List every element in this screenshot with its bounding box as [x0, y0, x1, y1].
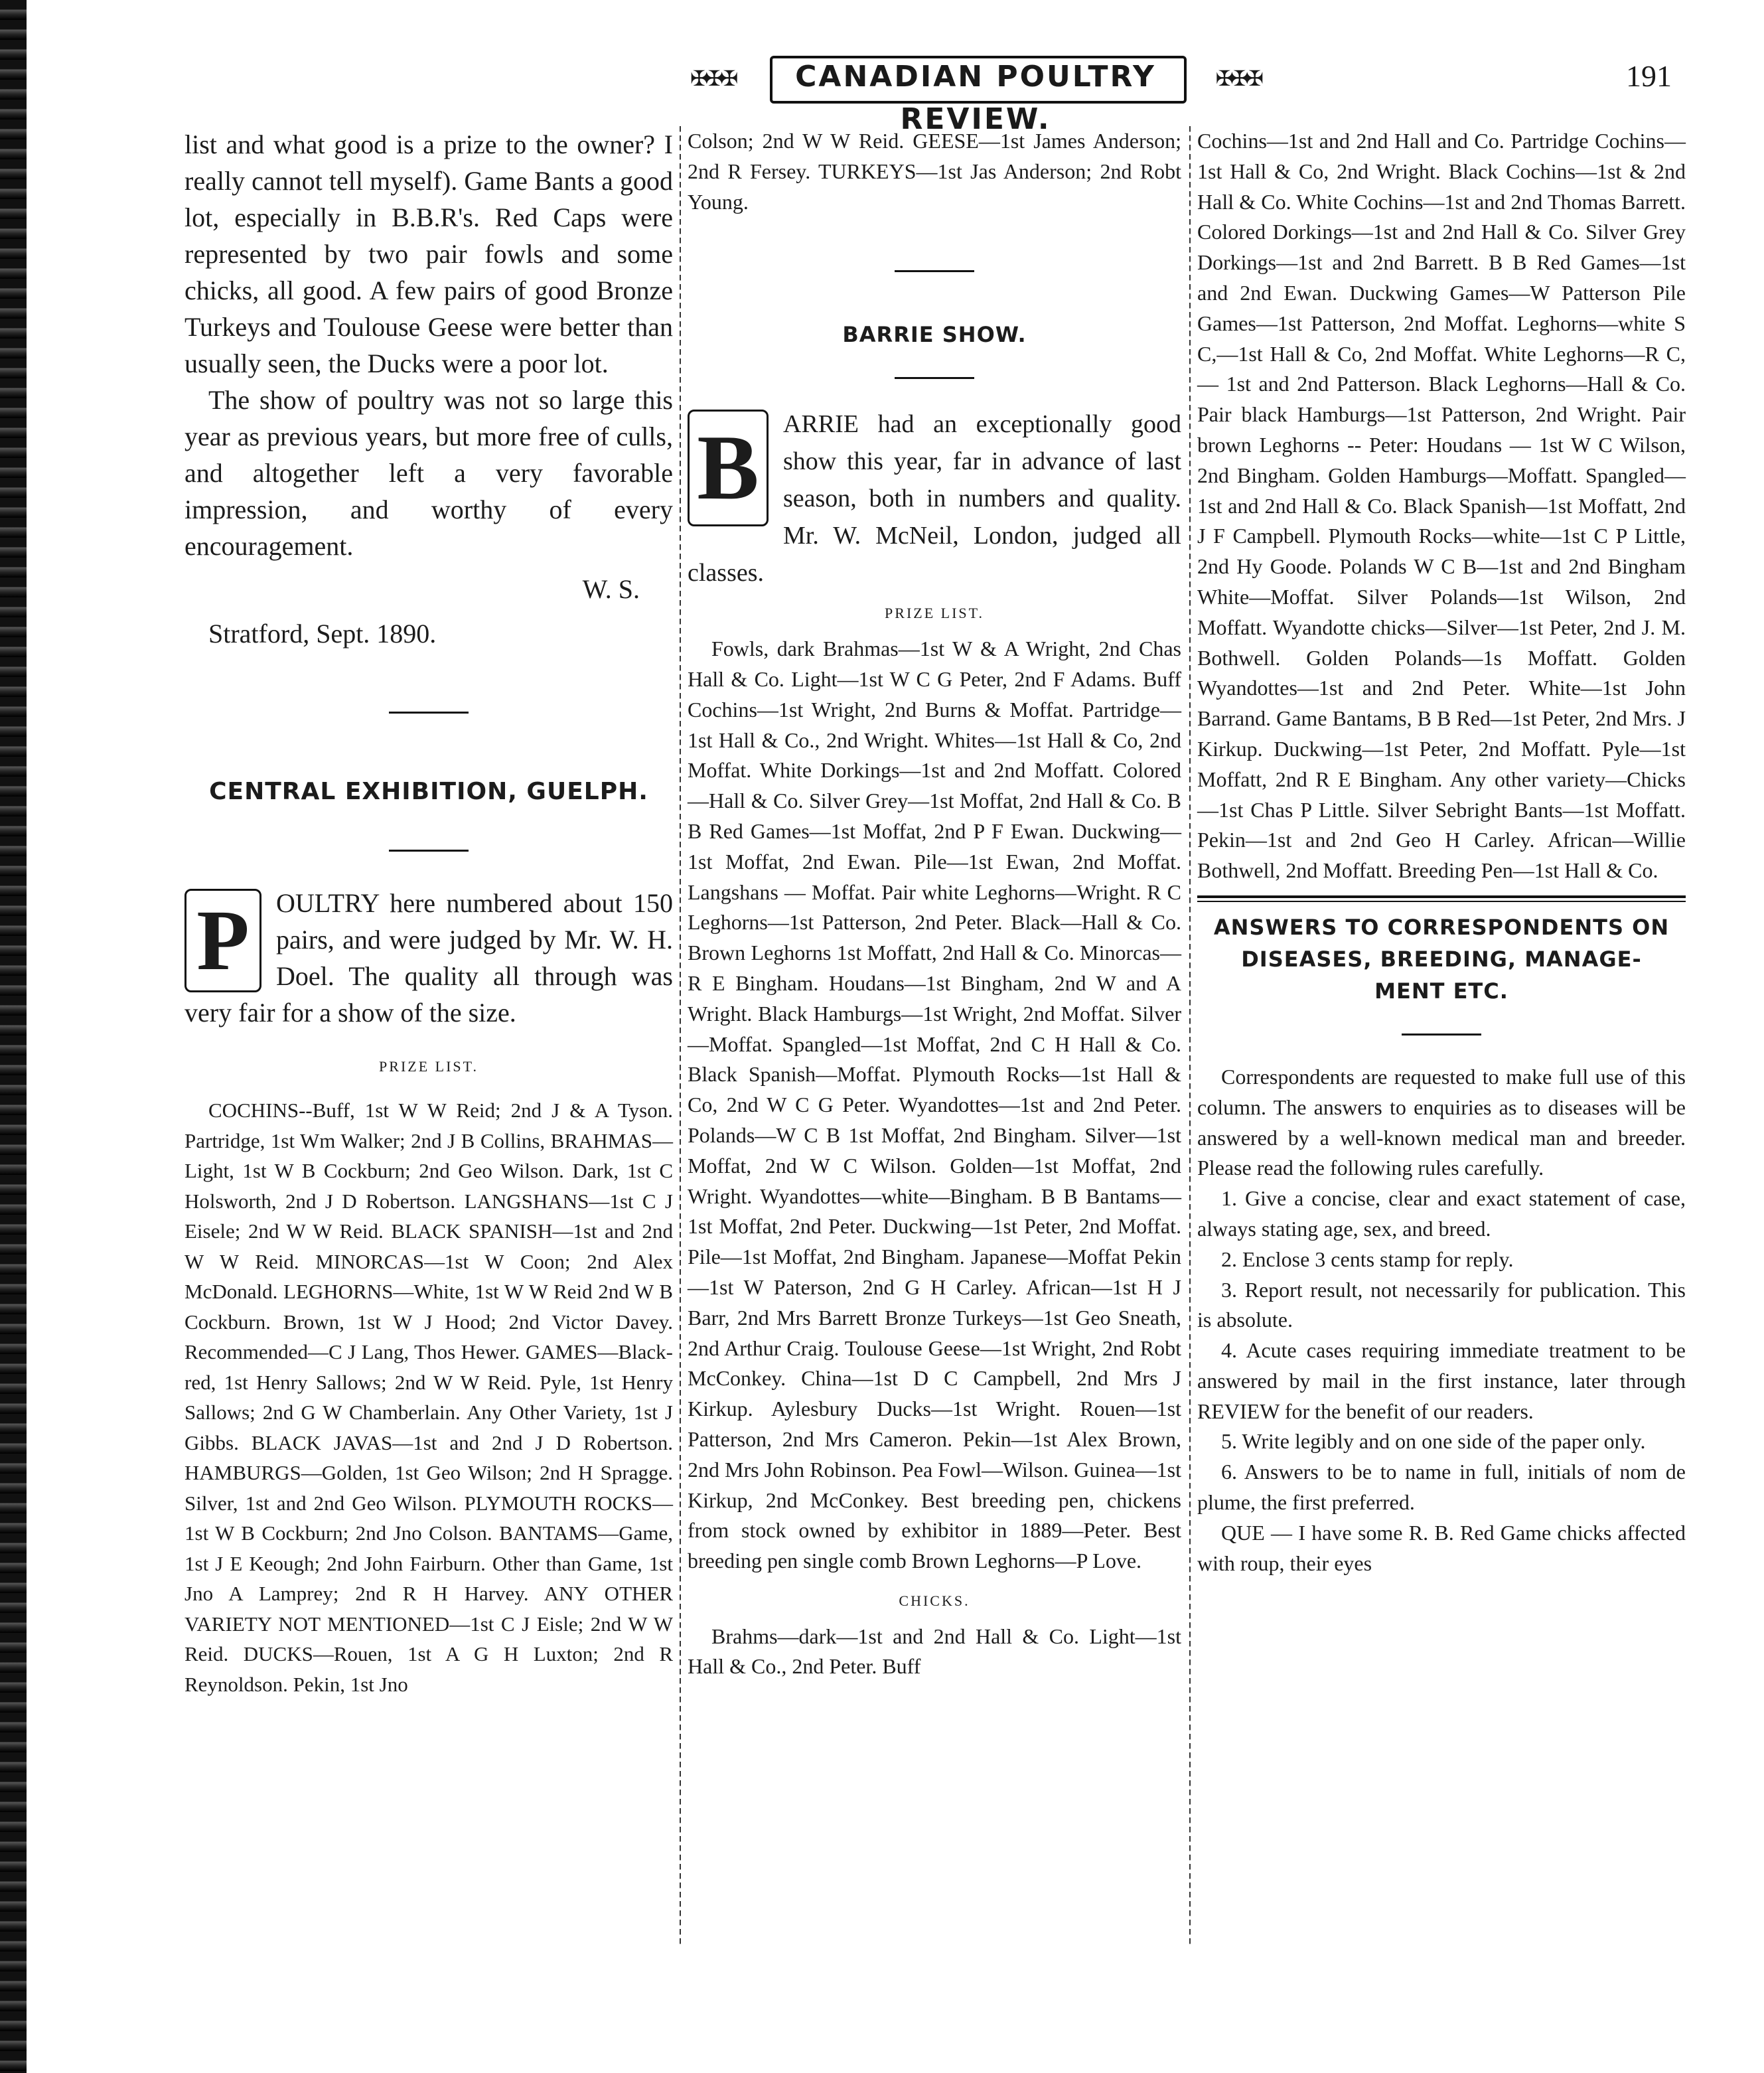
answers-heading-line-3: MENT ETC.: [1374, 978, 1508, 1004]
barrie-heading: BARRIE SHOW.: [842, 322, 1027, 348]
rule-6: 6. Answers to be to name in full, initials of nom de plume, the first preferred.: [1197, 1460, 1686, 1515]
guelph-prize-list-heading: PRIZE LIST.: [379, 1058, 478, 1075]
masthead-ornament-left: ✠✠✠: [690, 66, 736, 91]
stratford-report-end: list and what good is a prize to the owner? I really cannot tell myself). Game Bants a good lot, especially in B.B.R's. Red Caps were represented by two pair fowls and some chicks, all good. A few pairs of good Bronze Turkeys and Toulouse Geese were better than usually seen, the Ducks were a poor lot.: [184, 129, 673, 378]
question: QUE — I have some R. B. Red Game chicks affected with roup, their eyes: [1197, 1520, 1686, 1575]
column-2: [688, 126, 1181, 1682]
masthead-title: CANADIAN POULTRY REVIEW.: [795, 60, 1156, 136]
dateline: Stratford, Sept. 1890.: [208, 619, 437, 649]
stratford-summary: The show of poultry was not so large this year as previous years, but more free of culls, and altogether left a very favorable impression, and worthy of every encouragement.: [184, 385, 673, 561]
masthead: [690, 46, 1261, 136]
chicks-prize-list: Brahms—dark—1st and 2nd Hall & Co. Light—1st Hall & Co., 2nd Peter. Buff: [688, 1624, 1181, 1679]
guelph-intro: OULTRY here numbered about 150 pairs, and were judged by Mr. W. H. Doel. The quality all through was very fair for a show of the size.: [184, 888, 673, 1028]
page-number: 191: [1626, 59, 1672, 93]
barrie-prize-list-heading: PRIZE LIST.: [885, 605, 984, 622]
double-rule: [1197, 895, 1686, 902]
column-separator-right: [1189, 126, 1191, 1945]
masthead-ornament-right: ✠✠✠: [1215, 66, 1261, 91]
chicks-prize-list-continued: Cochins—1st and 2nd Hall and Co. Partridge Cochins—1st Hall & Co, 2nd Wright. Black Cochins—1st & 2nd Hall & Co. White Cochins—1st and 2nd Thomas Barrett. Colored Dorkings—1st and 2nd Hall & Co. Silver Grey Dorkings—1st and 2nd Barrett. B B Red Games—1st and 2nd Ewan. Duckwing Games—W Patterson Pile Games—1st Patterson, 2nd Moffat. Leghorns—white S C,—1st Hall & Co, 2nd Moffat. White Leghorns—R C,— 1st and 2nd Patterson. Black Leghorns—Hall & Co. Pair black Hamburgs—1st Patterson, 2nd Wright. Pair brown Leghorns -- Peter: Houdans — 1st W C Wilson, 2nd Bingham. Golden Hamburgs—Moffatt. Spangled—1st and 2nd Hall & Co. Black Spanish—1st Moffatt, 2nd J F Campbell. Plymouth Rocks—white—1st C P Little, 2nd Hy Goode. Polands W C B—1st and 2nd Bingham White—Moffat. Silver Polands—1st Wilson, 2nd Moffatt. Wyandotte chicks—Silver—1st Peter, 2nd J. M. Bothwell. Golden Polands—1s Moffatt. Golden Wyandottes—1st and 2nd Peter. White—1st John Barrand. Game Bantams, B B Red—1st Peter, 2nd Mrs. J Kirkup. Duckwing—1st Peter, 2nd Moffatt. Pyle—1st Moffatt, 2nd R E Bingham. Any other variety—Chicks—1st Chas P Little. Silver Sebright Bants—1st Moffatt. Pekin—1st and 2nd Geo H Carley. African—Willie Bothwell, 2nd Moffatt. Breeding Pen—1st Hall & Co.: [1197, 129, 1686, 883]
barrie-prize-list: Fowls, dark Brahmas—1st W & A Wright, 2nd Chas Hall & Co. Light—1st W C G Peter, 2nd F Adams. Buff Cochins—1st Wright, 2nd Burns & Moffat. Partridge—1st Hall & Co., 2nd Wright. Whites—1st Hall & Co, 2nd Moffat. White Dorkings—1st and 2nd Moffatt. Colored—Hall & Co. Silver Grey—1st Moffat, 2nd Hall & Co. B B Red Games—1st Moffat, 2nd P F Ewan. Duckwing—1st Moffat, 2nd Ewan. Pile—1st Ewan, 2nd Moffat. Langshans — Moffat. Pair white Leghorns—Wright. R C Leghorns—1st Patterson, 2nd Peter. Black—Hall & Co. Brown Leghorns 1st Moffatt, 2nd Hall & Co. Minorcas—R E Bingham. Houdans—1st Bingham, 2nd W and A Wright. Black Hamburgs—1st Wright, 2nd Moffat. Silver—Moffat. Spangled—1st Moffat, 2nd C H Hall & Co. Black Spanish—Moffat. Plymouth Rocks—1st Hall & Co, 2nd W C G Peter. Wyandottes—1st and 2nd Peter. Polands—W C B 1st Moffat, 2nd Bingham. Silver—1st Moffat, 2nd W C Wilson. Golden—1st Moffat, 2nd Wright. Wyandottes—white—Bingham. B B Bantams—1st Moffat, 2nd Peter. Duckwing—1st Peter, 2nd Moffat. Pile—1st Moffat, 2nd Bingham. Japanese—Moffat Pekin—1st W Paterson, 2nd G H Carley. African—1st H J Barr, 2nd Mrs Barrett Bronze Turkeys—1st Geo Sneath, 2nd Arthur Craig. Toulouse Geese—1st Wright, 2nd Robt McConkey. China—1st D C Campbell, 2nd Mrs J Kirkup. Aylesbury Ducks—1st Wright. Rouen—1st Patterson, 2nd Mrs Cameron. Pekin—1st Alex Brown, 2nd Mrs John Robinson. Pea Fowl—Wilson. Guinea—1st Kirkup, 2nd McConkey. Best breeding pen, chickens from stock owned by exhibitor in 1889—Peter. Best breeding pen single comb Brown Leghorns—P Love.: [688, 637, 1181, 1573]
rule-5: 5. Write legibly and on one side of the paper only.: [1221, 1429, 1646, 1454]
rule-3: 3. Report result, not necessarily for publication. This is absolute.: [1197, 1277, 1686, 1332]
column-1: [184, 126, 673, 1699]
chicks-heading: CHICKS.: [899, 1592, 970, 1609]
answers-heading-line-1: ANSWERS TO CORRESPONDENTS ON: [1213, 914, 1670, 940]
rule-4: 4. Acute cases requiring immediate treatment to be answered by mail in the first instance, later through REVIEW for the benefit of our readers.: [1197, 1338, 1686, 1423]
barrie-intro: ARRIE had an exceptionally good show this year, far in advance of last season, both in numbers and quality. Mr. W. McNeil, London, judged all classes.: [688, 410, 1181, 587]
answers-heading-line-2: DISEASES, BREEDING, MANAGE-: [1241, 946, 1642, 972]
guelph-heading: CENTRAL EXHIBITION, GUELPH.: [209, 778, 648, 805]
rule-2: 2. Enclose 3 cents stamp for reply.: [1221, 1247, 1514, 1271]
signature: W. S.: [582, 574, 640, 604]
guelph-prize-list-continued: Colson; 2nd W W Reid. GEESE—1st James Anderson; 2nd R Fersey. TURKEYS—1st Jas Anderson; 2nd Robt Young.: [688, 129, 1181, 214]
guelph-drop-cap: P: [184, 889, 261, 992]
column-separator-left: [680, 126, 681, 1945]
barrie-drop-cap: B: [688, 410, 769, 526]
page-binding-edge: [0, 0, 27, 2073]
column-3: [1197, 126, 1686, 1578]
answers-intro: Correspondents are requested to make full use of this column. The answers to enquiries as to diseases will be answered by a well-known medical man and breeder. Please read the following rules carefully.: [1197, 1064, 1686, 1180]
rule-1: 1. Give a concise, clear and exact statement of case, always stating age, sex, and breed.: [1197, 1186, 1686, 1241]
guelph-prize-list: COCHINS--Buff, 1st W W Reid; 2nd J & A Tyson. Partridge, 1st Wm Walker; 2nd J B Collins, BRAHMAS—Light, 1st W B Cockburn; 2nd Geo Wilson. Dark, 1st C Holsworth, 2nd J D Robertson. LANGSHANS—1st C J Eisele; 2nd W W Reid. BLACK SPANISH—1st and 2nd W W Reid. MINORCAS—1st W Coon; 2nd Alex McDonald. LEGHORNS—White, 1st W W Reid 2nd W B Cockburn. Brown, 1st W J Hood; 2nd Victor Davey. Recommended—C J Lang, Thos Hewer. GAMES—Black-red, 1st Henry Sallows; 2nd W W Reid. Pyle, 1st Henry Sallows; 2nd G W Chamberlain. Any Other Variety, 1st J Gibbs. BLACK JAVAS—1st and 2nd J D Robertson. HAMBURGS—Golden, 1st Geo Wilson; 2nd H Spragge. Silver, 1st and 2nd Geo Wilson. PLYMOUTH ROCKS—1st W B Cockburn; 2nd Jno Colson. BANTAMS—Game, 1st J E Keough; 2nd John Fairburn. Other than Game, 1st Jno A Lamprey; 2nd R H Harvey. ANY OTHER VARIETY NOT MENTIONED—1st C J Eisle; 2nd W W Reid. DUCKS—Rouen, 1st A G H Luxton; 2nd R Reynoldson. Pekin, 1st Jno: [184, 1099, 673, 1696]
